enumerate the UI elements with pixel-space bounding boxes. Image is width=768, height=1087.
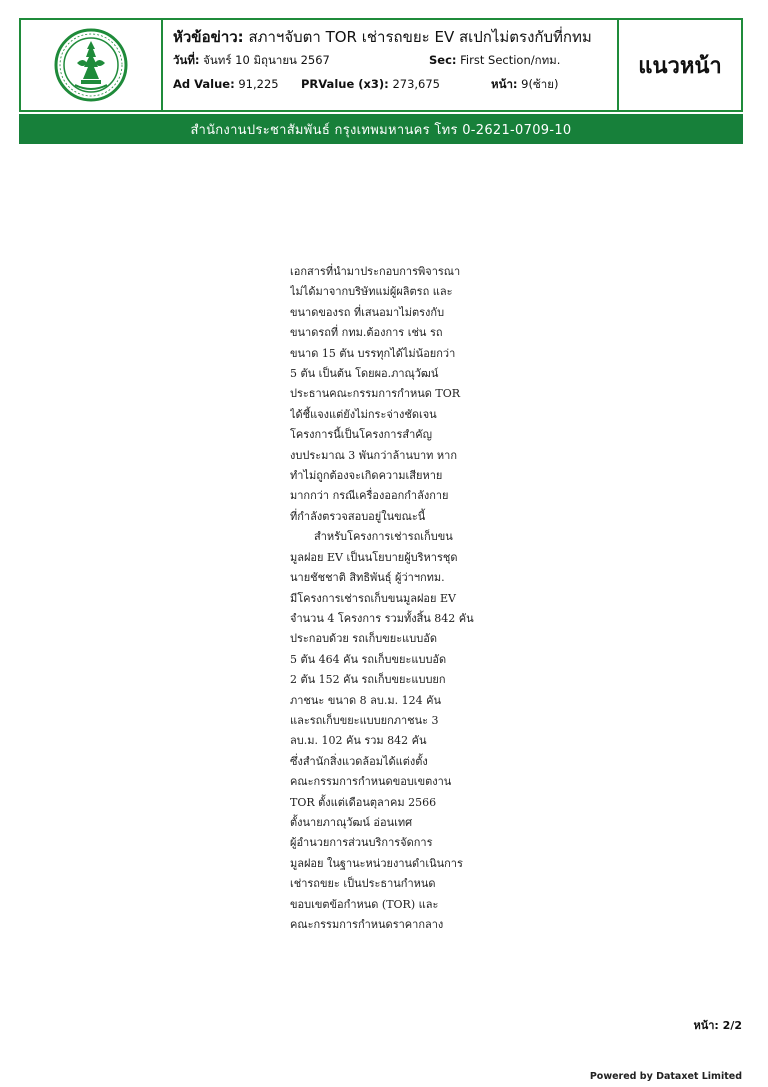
sec-value: First Section/กทม. (460, 53, 561, 67)
article-line: มากกว่า กรณีเครื่องออกกำลังกาย (290, 489, 449, 503)
page-label: หน้า: (491, 77, 518, 91)
article-line: ขนาด 15 ตัน บรรทุกได้ไม่น้อยกว่า (290, 346, 456, 360)
page-number: หน้า: 2/2 (693, 1019, 742, 1032)
pr-value: 273,675 (392, 77, 440, 91)
article-line: คณะกรรมการกำหนดขอบเขตงาน (290, 775, 452, 789)
article-line: ภาชนะ ขนาด 8 ลบ.ม. 124 คัน (290, 693, 442, 707)
article-line: 2 ตัน 152 คัน รถเก็บขยะแบบยก (290, 673, 446, 687)
clipping-header (19, 18, 743, 112)
article-line: มูลฝอย ในฐานะหน่วยงานดำเนินการ (290, 856, 463, 870)
article-line: ซึ่งสำนักสิ่งแวดล้อมได้แต่งตั้ง (290, 754, 428, 768)
article-line: เช่ารถขยะ เป็นประธานกำหนด (290, 877, 436, 891)
date-label: วันที่: (173, 53, 200, 67)
article-line: นายชัชชาติ สิทธิพันธุ์ ผู้ว่าฯกทม. (290, 571, 445, 585)
article-line: 5 ตัน เป็นต้น โดยผอ.ภาณุวัฒน์ (290, 367, 439, 381)
article-line: ที่กำลังตรวจสอบอยู่ในขณะนี้ (290, 509, 426, 523)
article-line: 5 ตัน 464 คัน รถเก็บขยะแบบอัด (290, 652, 447, 666)
pr-value-label: PRValue (x3): (301, 77, 389, 91)
powered-by: Powered by Dataxet Limited (589, 1071, 742, 1082)
article-body (290, 262, 500, 935)
article-line: โครงการนี้เป็นโครงการสำคัญ (290, 428, 432, 442)
article-line: ผู้อำนวยการส่วนบริการจัดการ (290, 836, 433, 850)
date-row (173, 48, 617, 72)
article-line: เอกสารที่นำมาประกอบการพิจารณา (290, 265, 461, 278)
article-line: ขอบเขตข้อกำหนด (TOR) และ (290, 897, 439, 911)
bangkok-seal-icon (53, 27, 129, 103)
article-line: มูลฝอย EV เป็นนโยบายผู้บริหารชุด (290, 550, 458, 564)
article-line: ลบ.ม. 102 คัน รวม 842 คัน (290, 734, 427, 748)
ad-value: 91,225 (238, 77, 279, 91)
article-line: ขนาดรถที่ กทม.ต้องการ เช่น รถ (290, 326, 443, 340)
value-row (173, 72, 617, 96)
headline-text: สภาฯจับตา TOR เช่ารถขยะ EV สเปกไม่ตรงกับที่กทม (248, 28, 592, 46)
article-line: และรถเก็บขยะแบบยกภาชนะ 3 (290, 713, 439, 727)
headline-label: หัวข้อข่าว: (173, 28, 244, 46)
publication-name: แนวหน้า (638, 53, 722, 79)
article-line: คณะกรรมการกำหนดราคากลาง (290, 918, 444, 931)
agency-banner: สำนักงานประชาสัมพันธ์ กรุงเทพมหานคร โทร 0-2621-0709-10 (19, 114, 743, 144)
article-line: TOR ตั้งแต่เดือนตุลาคม 2566 (290, 795, 437, 809)
headline-row (173, 26, 617, 48)
article-line: มีโครงการเช่ารถเก็บขนมูลฝอย EV (290, 591, 456, 605)
article-line: ขนาดของรถ ที่เสนอมาไม่ตรงกับ (290, 305, 445, 319)
article-line: ประธานคณะกรรมการกำหนด TOR (290, 387, 461, 401)
article-line: ตั้งนายภาณุวัฒน์ อ่อนเทศ (290, 815, 413, 829)
article-line: งบประมาณ 3 พันกว่าล้านบาท หาก (290, 448, 457, 462)
article-line: ไม่ได้มาจากบริษัทแม่ผู้ผลิตรถ และ (290, 285, 453, 299)
article-line: ได้ชี้แจงแต่ยังไม่กระจ่างชัดเจน (290, 407, 437, 421)
sec-label: Sec: (429, 53, 457, 67)
article-line: สำหรับโครงการเช่ารถเก็บขน (314, 530, 453, 544)
article-line: ประกอบด้วย รถเก็บขยะแบบอัด (290, 632, 437, 646)
article-line: จำนวน 4 โครงการ รวมทั้งสิ้น 842 คัน (290, 611, 474, 625)
ad-value-label: Ad Value: (173, 77, 235, 91)
logo-cell (21, 20, 163, 110)
article-line: ทำไม่ถูกต้องจะเกิดความเสียหาย (290, 469, 443, 483)
clipping-info (163, 20, 619, 110)
date-value: จันทร์ 10 มิถุนายน 2567 (203, 53, 330, 67)
page-value: 9(ซ้าย) (521, 77, 559, 91)
